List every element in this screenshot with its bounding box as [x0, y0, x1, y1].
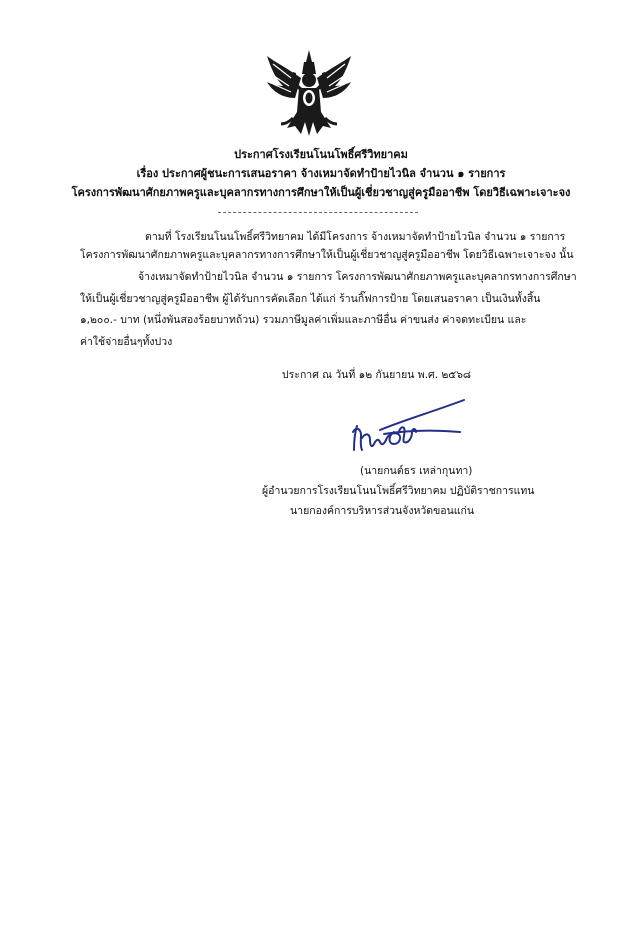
announcement-date: ประกาศ ณ วันที่ ๑๒ กันยายน พ.ศ. ๒๕๖๘	[282, 369, 472, 381]
signer-position: ผู้อำนวยการโรงเรียนโนนโพธิ์ศรีวิทยาคม ปฏิบัติราชการแทน	[262, 485, 535, 497]
document-title: ประกาศโรงเรียนโนนโพธิ์ศรีวิทยาคม	[234, 148, 408, 161]
signer-name: (นายกนต์ธร เหล่ากุนทา)	[360, 465, 473, 477]
header-divider	[218, 212, 418, 213]
body-line-5: ๑,๒๐๐.- บาท (หนึ่งพันสองร้อยบาทถ้วน) รวมภาษีมูลค่าเพิ่มและภาษีอื่น ค่าขนส่ง ค่าจดทะเบียน และ	[80, 314, 527, 326]
body-line-1: ตามที่ โรงเรียนโนนโพธิ์ศรีวิทยาคม ได้มีโครงการ จ้างเหมาจัดทำป้ายไวนิล จำนวน ๑ รายการ	[145, 231, 566, 243]
signer-authority: นายกองค์การบริหารส่วนจังหวัดขอนแก่น	[290, 505, 475, 517]
handwritten-signature-icon	[340, 394, 470, 456]
body-line-2: โครงการพัฒนาศักยภาพครูและบุคลากรทางการศึกษาให้เป็นผู้เชี่ยวชาญสู่ครูมืออาชีพ โดยวิธีเฉพาะเจาะจง นั้น	[80, 249, 574, 261]
garuda-emblem-icon	[263, 48, 355, 140]
body-line-3: จ้างเหมาจัดทำป้ายไวนิล จำนวน ๑ รายการ โครงการพัฒนาศักยภาพครูและบุคลากรทางการศึกษา	[138, 271, 577, 283]
document-subject: เรื่อง ประกาศผู้ชนะการเสนอราคา จ้างเหมาจัดทำป้ายไวนิล จำนวน ๑ รายการ	[136, 167, 506, 180]
body-line-4: ให้เป็นผู้เชี่ยวชาญสู่ครูมืออาชีพ ผู้ได้รับการคัดเลือก ได้แก่ ร้านกิ๊ฟการป้าย โดยเสนอราคา เป็นเงินทั้งสิ้น	[80, 293, 541, 305]
project-name: โครงการพัฒนาศักยภาพครูและบุคลากรทางการศึกษาให้เป็นผู้เชี่ยวชาญสู่ครูมืออาชีพ โดยวิธีเฉพาะเจาะจง	[71, 186, 571, 199]
body-line-6: ค่าใช้จ่ายอื่นๆทั้งปวง	[80, 336, 173, 348]
